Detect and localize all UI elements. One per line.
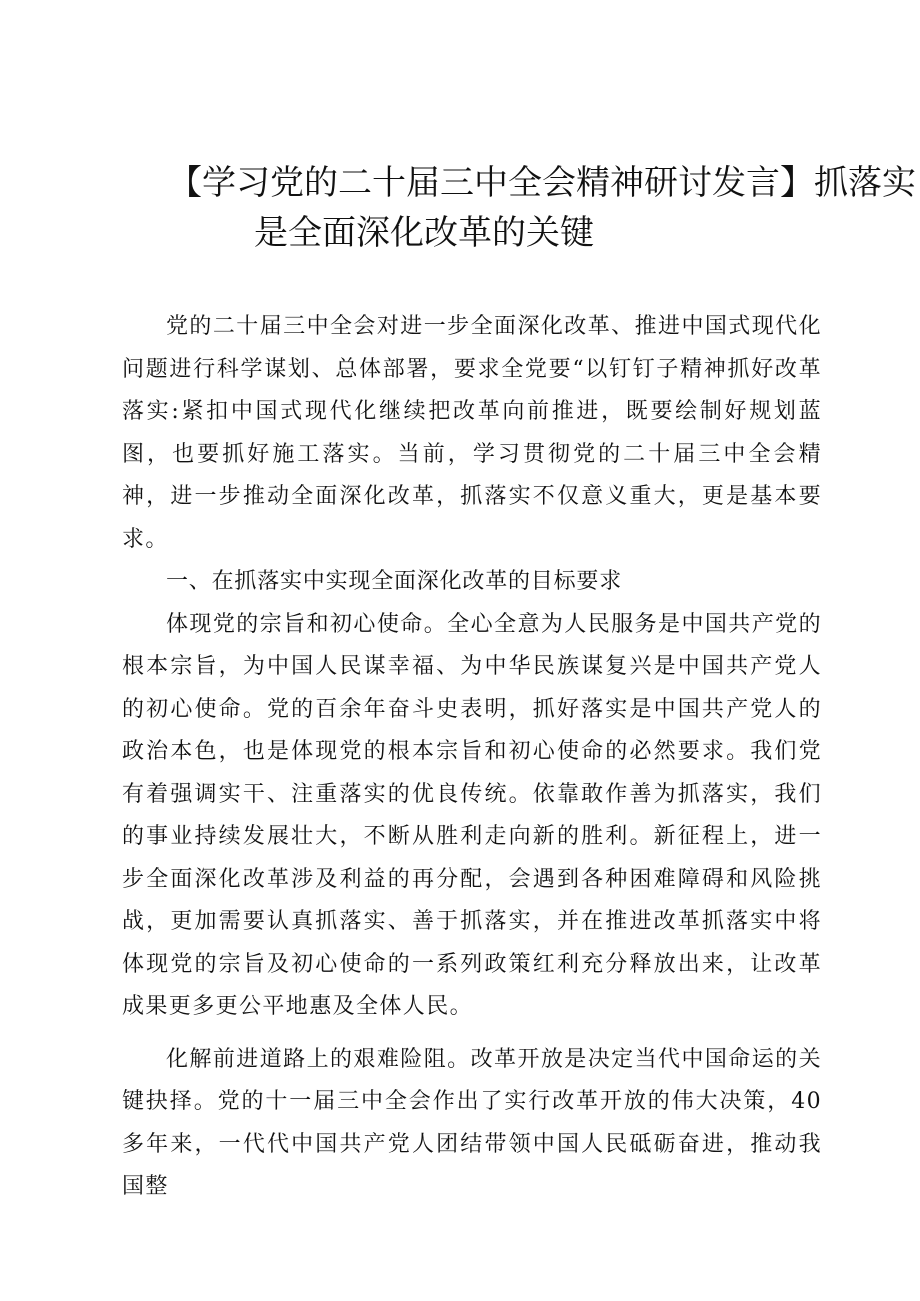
section-heading-1: 一、在抓落实中实现全面深化改革的目标要求 (166, 569, 623, 594)
intro-paragraph: 党的二十届三中全会对进一步全面深化改革、推进中国式现代化问题进行科学谋划、总体部署，要求全党要“以钉钉子精神抓好改革落实:紧扣中国式现代化继续把改革向前推进，既要绘制好规划蓝图，也要抓好施工落实。当前，学习贯彻党的二十届三中全会精神，进一步推动全面深化改革，抓落实不仅意义重大，更是基本要求。 (122, 314, 822, 552)
document-body (122, 306, 822, 1209)
document-title (168, 158, 916, 258)
section1-paragraph-1: 体现党的宗旨和初心使命。全心全意为人民服务是中国共产党的根本宗旨，为中国人民谋幸福、为中华民族谋复兴是中国共产党人的初心使命。党的百余年奋斗史表明，抓好落实是中国共产党人的政治本色，也是体现党的根本宗旨和初心使命的必然要求。我们党有着强调实干、注重落实的优良传统。依靠敢作善为抓落实，我们的事业持续发展壮大，不断从胜利走向新的胜利。新征程上，进一步全面深化改革涉及利益的再分配，会遇到各种困难障碍和风险挑战，更加需要认真抓落实、善于抓落实，并在推进改革抓落实中将体现党的宗旨及初心使命的一系列政策红利充分释放出来，让改革成果更多更公平地惠及全体人民。 (122, 611, 822, 1019)
title-line-2: 是全面深化改革的关键 (254, 213, 594, 253)
section1-paragraph-2: 化解前进道路上的艰难险阻。改革开放是决定当代中国命运的关键抉择。党的十一届三中全会作出了实行改革开放的伟大决策，40多年来，一代代中国共产党人团结带领中国人民砥砺奋进，推动我国整 (122, 1046, 822, 1199)
title-line-1: 【学习党的二十届三中全会精神研讨发言】抓落实 (168, 163, 916, 203)
